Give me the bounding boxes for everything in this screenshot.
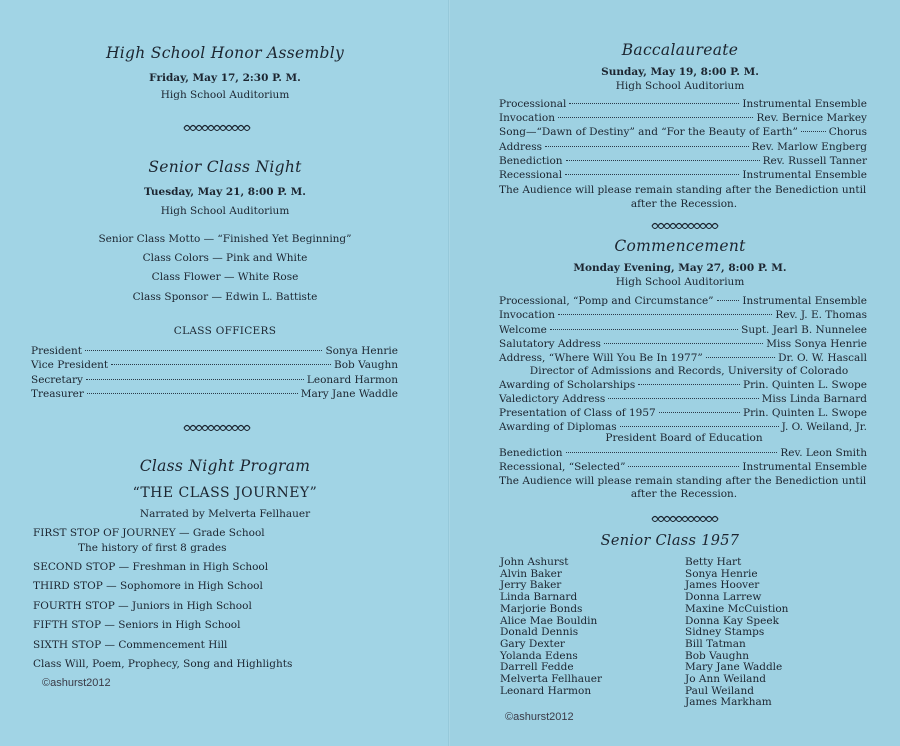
program-item: Invocation — [499, 309, 555, 321]
program-row — [499, 352, 867, 364]
dot-leader — [545, 146, 749, 147]
dot-leader — [608, 398, 758, 399]
dot-leader — [87, 393, 298, 394]
senior-name: Betty Hart — [685, 556, 742, 568]
program-performer: Prin. Quinten L. Swope — [743, 407, 867, 419]
program-item: Processional — [499, 98, 567, 110]
program-performer: Instrumental Ensemble — [742, 169, 867, 181]
dot-leader — [620, 426, 779, 427]
officer-row — [31, 388, 398, 400]
officer-row — [31, 345, 398, 357]
ornament-divider — [182, 124, 252, 132]
dot-leader — [558, 117, 754, 118]
program-row — [499, 407, 867, 419]
dot-leader — [717, 300, 740, 301]
senior-name: Bob Vaughn — [685, 649, 749, 662]
senior-name: Gary Dexter — [500, 637, 565, 650]
officer-role: President — [31, 345, 82, 357]
senior-names-col2 — [685, 557, 788, 709]
senior-name: Marjorie Bonds — [500, 602, 583, 615]
commencement-note-cont: after the Recession. — [630, 488, 738, 500]
program-performer: Supt. Jearl B. Nunnelee — [741, 324, 867, 336]
senior-name: John Ashurst — [500, 556, 569, 568]
class-colors: Class Colors — Pink and White — [142, 252, 308, 264]
program-row — [499, 126, 867, 138]
program-item: Recessional, “Selected” — [499, 461, 626, 473]
program-stop: Class Will, Poem, Prophecy, Song and Highlights — [33, 658, 293, 670]
program-stop: THIRD STOP — Sophomore in High School — [33, 580, 263, 592]
officer-name: Mary Jane Waddle — [300, 388, 398, 400]
officer-row — [31, 374, 398, 386]
commencement-date: Monday Evening, May 27, 8:00 P. M. — [573, 262, 787, 274]
commencement-note: The Audience will please remain standing after the Benediction until — [499, 475, 867, 487]
program-item: Salutatory Address — [499, 338, 601, 350]
program-row — [499, 393, 867, 405]
senior-name: Maxine McCuistion — [685, 602, 789, 615]
program-item: Awarding of Scholarships — [499, 379, 636, 391]
officer-role: Treasurer — [31, 388, 84, 400]
ornament-divider — [650, 222, 720, 230]
program-row — [499, 155, 867, 167]
program-stop: FIFTH STOP — Seniors in High School — [33, 619, 241, 631]
program-item: Benediction — [499, 447, 563, 459]
baccalaureate-note-cont: after the Recession. — [630, 198, 738, 210]
honor-assembly-date: Friday, May 17, 2:30 P. M. — [149, 72, 301, 84]
commencement-director: Director of Admissions and Records, University of Colorado — [529, 365, 849, 377]
senior-name: Leonard Harmon — [500, 684, 592, 697]
baccalaureate-date: Sunday, May 19, 8:00 P. M. — [601, 66, 759, 78]
program-item: Address — [499, 141, 543, 153]
program-performer: Rev. Marlow Engberg — [751, 141, 867, 153]
officer-name: Sonya Henrie — [325, 345, 398, 357]
program-item: Song—“Dawn of Destiny” and “For the Beauty of Earth” — [499, 126, 798, 138]
senior-name: Jerry Baker — [500, 579, 562, 592]
program-performer: Prin. Quinten L. Swope — [743, 379, 867, 391]
program-performer: Rev. J. E. Thomas — [775, 309, 867, 321]
program-row — [499, 447, 867, 459]
program-stop: SECOND STOP — Freshman in High School — [33, 561, 269, 573]
program-stop: FOURTH STOP — Juniors in High School — [33, 600, 252, 612]
senior-name: Bill Tatman — [685, 637, 746, 650]
senior-name: Melverta Fellhauer — [500, 673, 602, 686]
senior-name: James Markham — [685, 696, 772, 709]
senior-night-place: High School Auditorium — [160, 205, 290, 217]
baccalaureate-place: High School Auditorium — [615, 80, 745, 92]
ornament-divider — [650, 515, 720, 523]
dot-leader — [566, 452, 778, 453]
program-stop: The history of first 8 grades — [78, 542, 227, 554]
dot-leader — [565, 174, 739, 175]
program-title: Class Night Program — [139, 457, 311, 475]
copyright-watermark: ©ashurst2012 — [42, 677, 111, 689]
dot-leader — [628, 466, 739, 467]
program-row — [499, 112, 867, 124]
senior-name: Sonya Henrie — [685, 567, 758, 580]
program-narrator: Narrated by Melverta Fellhauer — [139, 508, 311, 520]
program-performer: Miss Sonya Henrie — [766, 338, 867, 350]
officer-row — [31, 359, 398, 371]
dot-leader — [706, 357, 775, 358]
dot-leader — [638, 384, 740, 385]
commencement-place: High School Auditorium — [615, 276, 745, 288]
dot-leader — [566, 160, 760, 161]
dot-leader — [558, 314, 772, 315]
senior-name: Linda Barnard — [500, 591, 578, 604]
senior-name: Sidney Stamps — [685, 626, 765, 639]
senior-night-date: Tuesday, May 21, 8:00 P. M. — [144, 186, 306, 198]
ornament-divider — [182, 424, 252, 432]
program-item: Recessional — [499, 169, 563, 181]
senior-name: Donald Dennis — [500, 626, 579, 639]
program-performer: Instrumental Ensemble — [742, 98, 867, 110]
class-officers-heading: CLASS OFFICERS — [173, 325, 277, 337]
dot-leader — [659, 412, 740, 413]
senior-name: Alvin Baker — [500, 567, 562, 580]
dot-leader — [604, 343, 763, 344]
senior-night-title: Senior Class Night — [148, 158, 302, 176]
baccalaureate-note: The Audience will please remain standing after the Benediction until — [499, 184, 867, 196]
program-performer: Instrumental Ensemble — [742, 461, 867, 473]
program-row — [499, 295, 867, 307]
program-item: Awarding of Diplomas — [499, 421, 617, 433]
senior-name: Darrell Fedde — [500, 661, 574, 674]
officer-role: Secretary — [31, 374, 83, 386]
senior-name: Mary Jane Waddle — [685, 661, 783, 674]
commencement-board: President Board of Education — [605, 432, 763, 444]
program-item: Invocation — [499, 112, 555, 124]
program-item: Processional, “Pomp and Circumstance” — [499, 295, 714, 307]
dot-leader — [85, 350, 323, 351]
commencement-title: Commencement — [614, 237, 746, 255]
program-row — [499, 324, 867, 336]
program-item: Valedictory Address — [499, 393, 606, 405]
senior-name: Donna Kay Speek — [685, 614, 779, 627]
program-performer: Rev. Russell Tanner — [762, 155, 867, 167]
program-performer: Dr. O. W. Hascall — [778, 352, 867, 364]
program-row — [499, 379, 867, 391]
program-item: Address, “Where Will You Be In 1977” — [499, 352, 703, 364]
senior-name: Alice Mae Bouldin — [500, 614, 598, 627]
senior-class-title: Senior Class 1957 — [600, 533, 740, 549]
officer-role: Vice President — [31, 359, 109, 371]
program-row — [499, 338, 867, 350]
class-motto: Senior Class Motto — “Finished Yet Beginning” — [98, 233, 352, 245]
program-performer: Rev. Leon Smith — [780, 447, 867, 459]
dot-leader — [550, 329, 738, 330]
program-row — [499, 309, 867, 321]
program-item: Benediction — [499, 155, 563, 167]
senior-name: James Hoover — [685, 579, 760, 592]
class-flower: Class Flower — White Rose — [151, 271, 299, 283]
right-page — [450, 0, 900, 746]
senior-name: Paul Weiland — [685, 684, 754, 697]
program-item: Welcome — [499, 324, 547, 336]
program-row — [499, 98, 867, 110]
program-performer: Miss Linda Barnard — [761, 393, 867, 405]
senior-name: Donna Larrew — [685, 591, 762, 604]
program-performer: J. O. Weiland, Jr. — [781, 421, 867, 433]
senior-name: Yolanda Edens — [500, 649, 578, 662]
dot-leader — [569, 103, 739, 104]
program-row — [499, 141, 867, 153]
senior-names-col1 — [500, 557, 602, 697]
dot-leader — [86, 379, 304, 380]
honor-assembly-place: High School Auditorium — [160, 89, 290, 101]
dot-leader — [111, 364, 331, 365]
program-row — [499, 169, 867, 181]
honor-assembly-title: High School Honor Assembly — [105, 44, 345, 62]
program-row — [499, 461, 867, 473]
class-sponsor: Class Sponsor — Edwin L. Battiste — [132, 291, 318, 303]
program-item: Presentation of Class of 1957 — [499, 407, 656, 419]
program-performer: Instrumental Ensemble — [742, 295, 867, 307]
dot-leader — [801, 131, 826, 132]
program-stop: FIRST STOP OF JOURNEY — Grade School — [33, 527, 265, 539]
program-subtitle: “THE CLASS JOURNEY” — [132, 485, 318, 501]
program-performer: Rev. Bernice Markey — [756, 112, 867, 124]
program-stop: SIXTH STOP — Commencement Hill — [33, 639, 228, 651]
senior-name: Jo Ann Weiland — [685, 673, 766, 686]
officer-name: Bob Vaughn — [334, 359, 398, 371]
baccalaureate-title: Baccalaureate — [621, 41, 739, 59]
copyright-watermark: ©ashurst2012 — [505, 711, 574, 723]
program-performer: Chorus — [828, 126, 867, 138]
officer-name: Leonard Harmon — [306, 374, 398, 386]
